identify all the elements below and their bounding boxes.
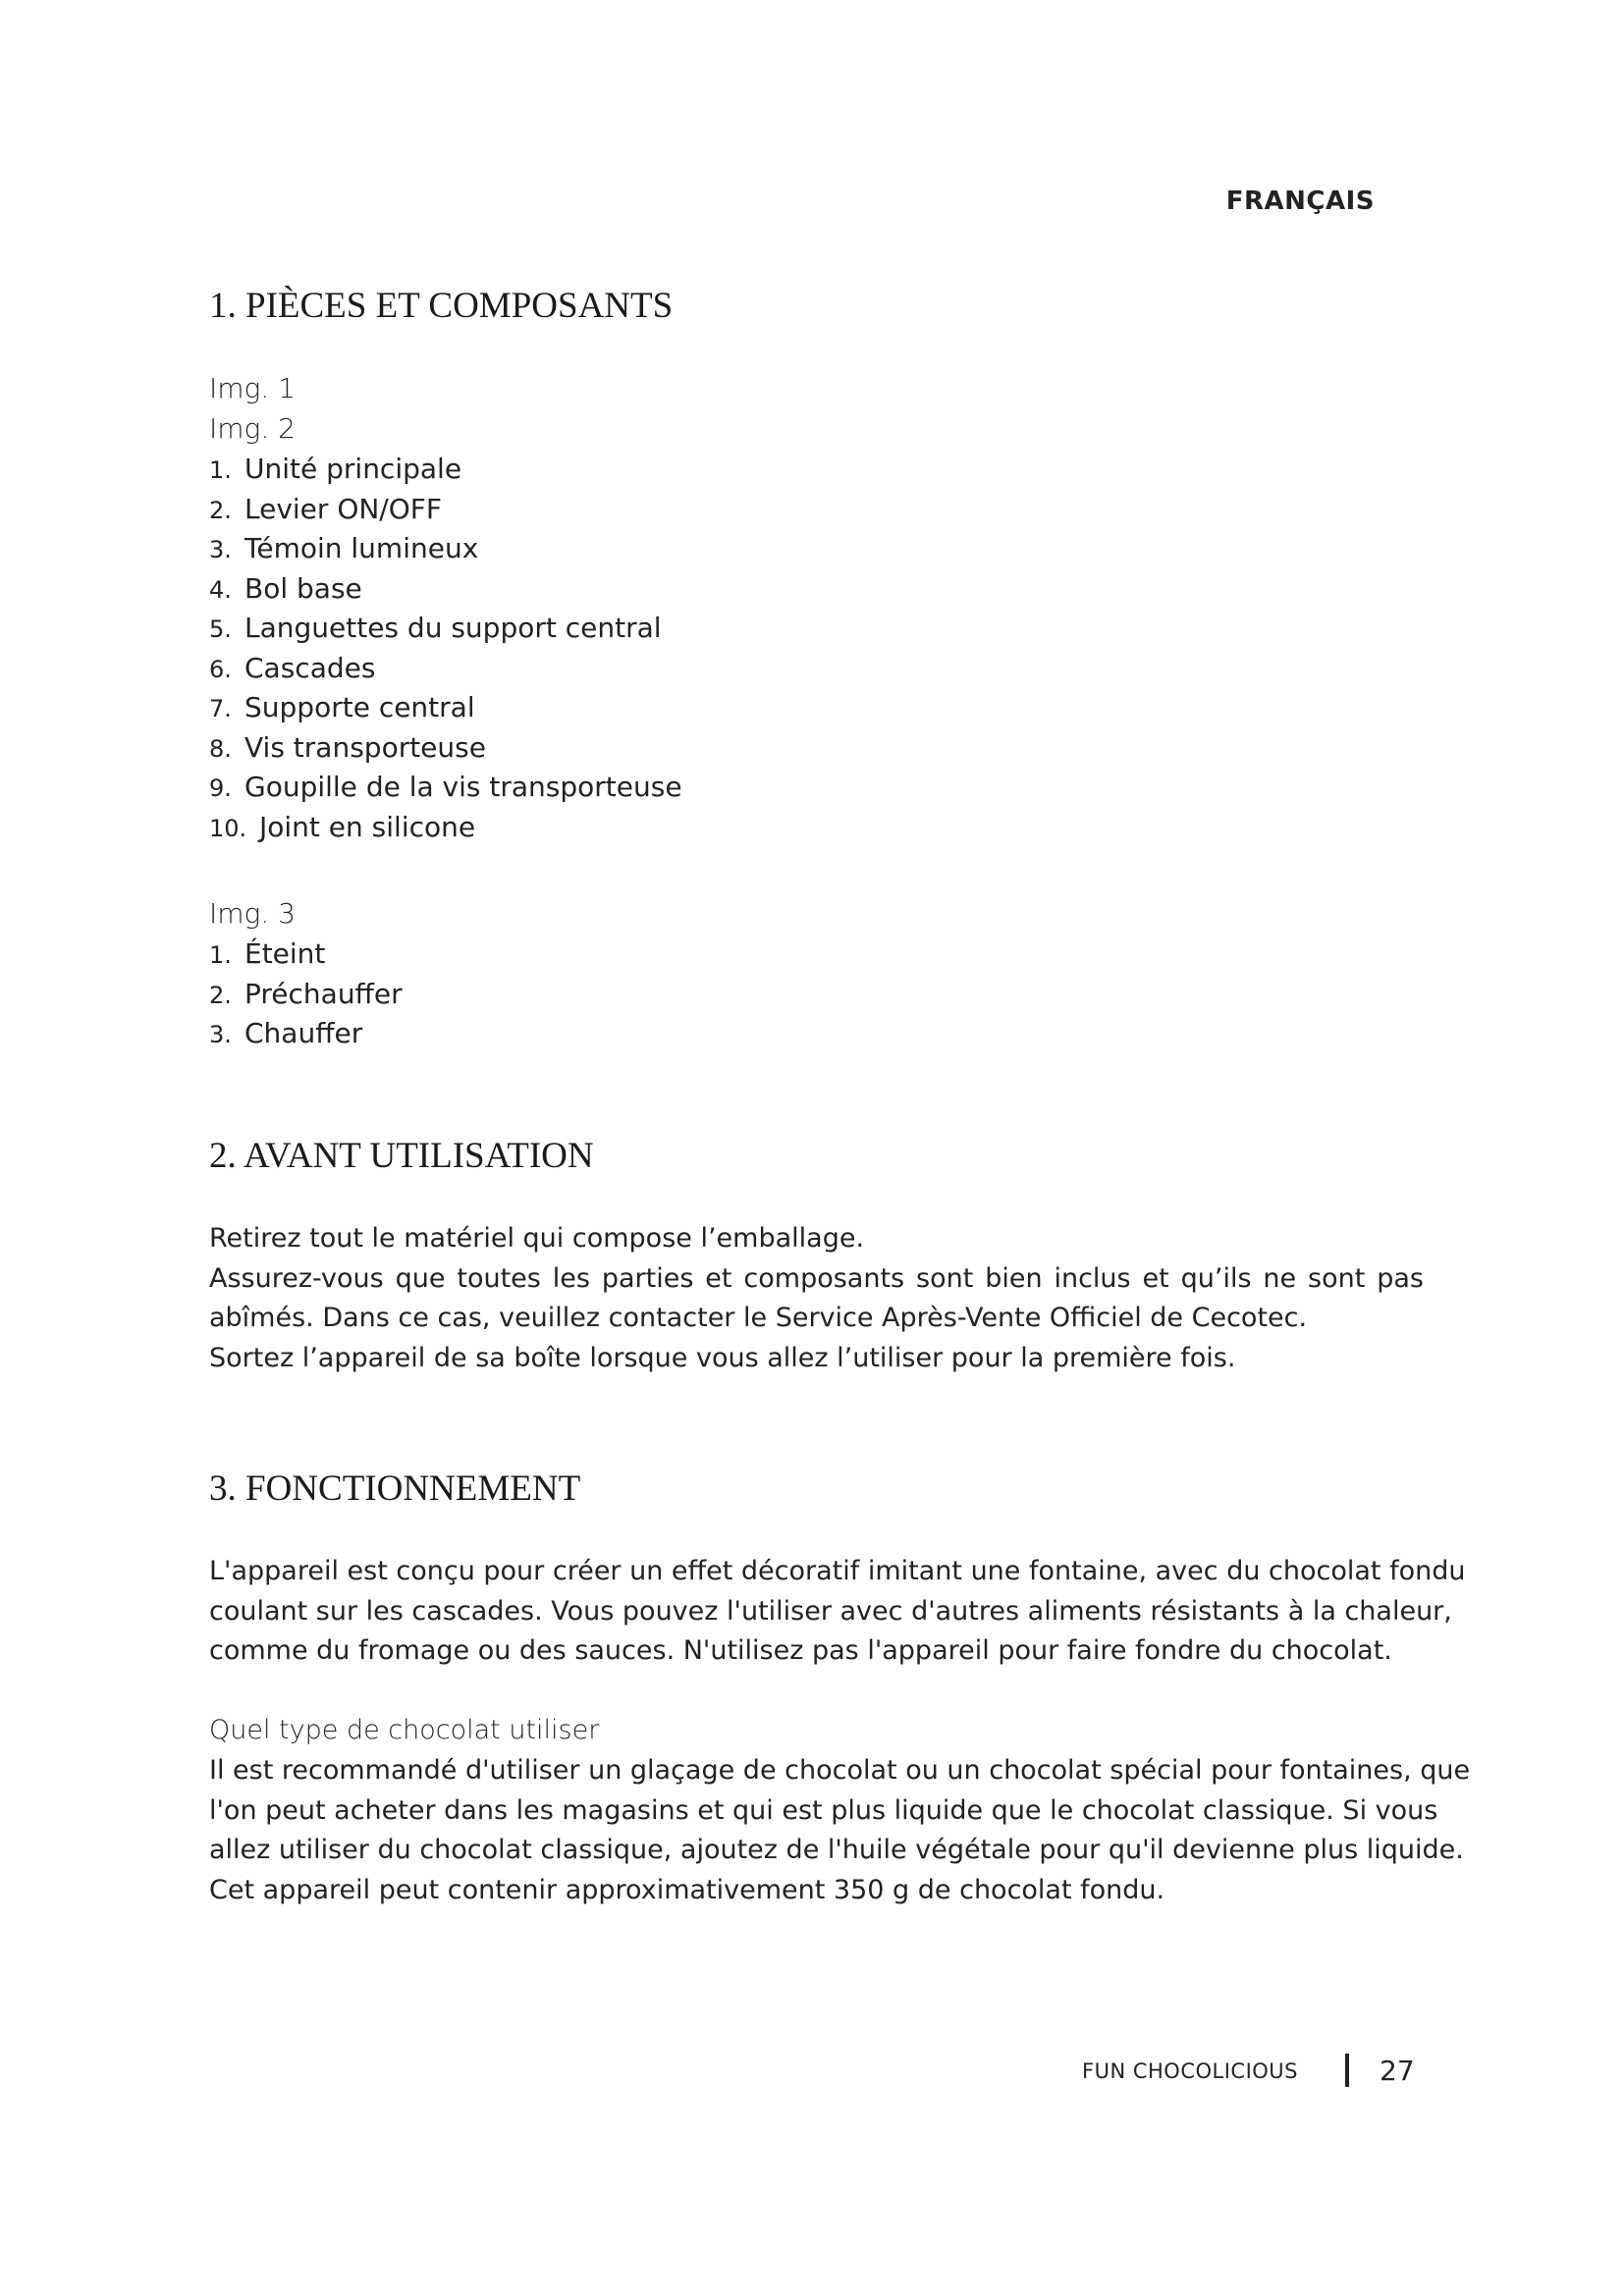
list-item — [209, 490, 682, 530]
paragraph-line: coulant sur les cascades. Vous pouvez l'utiliser avec d'autres aliments résistants à la chaleur, — [209, 1595, 1452, 1627]
section-title-before-use: 2. AVANT UTILISATION — [209, 1136, 594, 1176]
list-item — [209, 688, 682, 728]
paragraph-line: allez utiliser du chocolat classique, ajoutez de l'huile végétale pour qu'il devienne plus liquide. — [209, 1835, 1464, 1865]
list-item — [209, 450, 682, 490]
list-item-label: Supporte central — [244, 691, 475, 723]
list-item-label: Cascades — [244, 651, 376, 684]
list-item — [209, 975, 403, 1015]
list-item — [209, 649, 682, 689]
section-title-parts: 1. PIÈCES ET COMPOSANTS — [209, 286, 674, 326]
list-item-label: Témoin lumineux — [244, 532, 479, 564]
img2-parts-list — [209, 450, 682, 847]
list-item — [209, 609, 682, 649]
img3-label: Img. 3 — [209, 897, 296, 930]
list-item-number: 2. — [209, 981, 232, 1009]
list-item — [209, 569, 682, 610]
list-item — [209, 728, 682, 769]
footer-product-name: FUN CHOCOLICIOUS — [1082, 2059, 1298, 2083]
section-title-operation: 3. FONCTIONNEMENT — [209, 1468, 581, 1509]
list-item-label: Languettes du support central — [244, 612, 662, 644]
page-number: 27 — [1380, 2055, 1415, 2087]
img2-label: Img. 2 — [209, 412, 296, 445]
list-item-label: Levier ON/OFF — [244, 492, 442, 525]
list-item — [209, 529, 682, 569]
language-label: FRANÇAIS — [1225, 187, 1375, 216]
paragraph-line: comme du fromage ou des sauces. N'utilisez pas l'appareil pour faire fondre du chocolat. — [209, 1635, 1392, 1666]
list-item-label: Préchauffer — [244, 977, 403, 1010]
paragraph-line: abîmés. Dans ce cas, veuillez contacter le Service Après-Vente Officiel de Cecotec. — [209, 1303, 1308, 1333]
list-item-label: Éteint — [244, 937, 326, 970]
list-item-number: 10. — [209, 814, 247, 842]
list-item-number: 8. — [209, 734, 232, 763]
list-item-label: Joint en silicone — [259, 810, 476, 843]
list-item — [209, 1014, 403, 1054]
before-use-paragraph — [209, 1219, 1424, 1378]
list-item-number: 1. — [209, 941, 232, 969]
list-item-number: 7. — [209, 695, 232, 722]
list-item-number: 1. — [209, 456, 232, 484]
operation-intro-paragraph — [209, 1552, 1466, 1672]
list-item-number: 3. — [209, 536, 232, 563]
list-item-number: 2. — [209, 496, 232, 524]
paragraph-line: Il est recommandé d'utiliser un glaçage de chocolat ou un chocolat spécial pour fontaines, que — [209, 1755, 1471, 1786]
paragraph-line: Cet appareil peut contenir approximativement 350 g de chocolat fondu. — [209, 1874, 1165, 1905]
list-item — [209, 934, 403, 975]
footer-separator — [1345, 2054, 1349, 2087]
paragraph-line: L'appareil est conçu pour créer un effet décoratif imitant une fontaine, avec du chocolat fondu — [209, 1556, 1466, 1586]
list-item-label: Bol base — [244, 571, 362, 605]
paragraph-line: l'on peut acheter dans les magasins et qui est plus liquide que le chocolat classique. Si vous — [209, 1794, 1438, 1826]
list-item-number: 6. — [209, 655, 232, 683]
img3-indicator-list — [209, 934, 403, 1054]
list-item-label: Chauffer — [244, 1017, 363, 1049]
list-item-number: 9. — [209, 774, 232, 802]
list-item-number: 4. — [209, 575, 232, 604]
paragraph-line: Retirez tout le matériel qui compose l’emballage. — [209, 1223, 865, 1254]
paragraph-line: Assurez-vous que toutes les parties et composants sont bien inclus et qu’ils ne sont pas — [209, 1262, 1424, 1294]
list-item-number: 3. — [209, 1021, 232, 1048]
list-item-label: Unité principale — [244, 453, 462, 485]
chocolate-paragraph — [209, 1751, 1471, 1910]
list-item-label: Goupille de la vis transporteuse — [244, 771, 682, 803]
list-item-label: Vis transporteuse — [244, 730, 486, 764]
list-item — [209, 768, 682, 808]
list-item-number: 5. — [209, 615, 232, 643]
paragraph-line: Sortez l’appareil de sa boîte lorsque vous allez l’utiliser pour la première fois. — [209, 1342, 1236, 1373]
list-item — [209, 808, 682, 848]
img1-label: Img. 1 — [209, 372, 296, 404]
chocolate-subheading: Quel type de chocolat utiliser — [209, 1715, 600, 1745]
